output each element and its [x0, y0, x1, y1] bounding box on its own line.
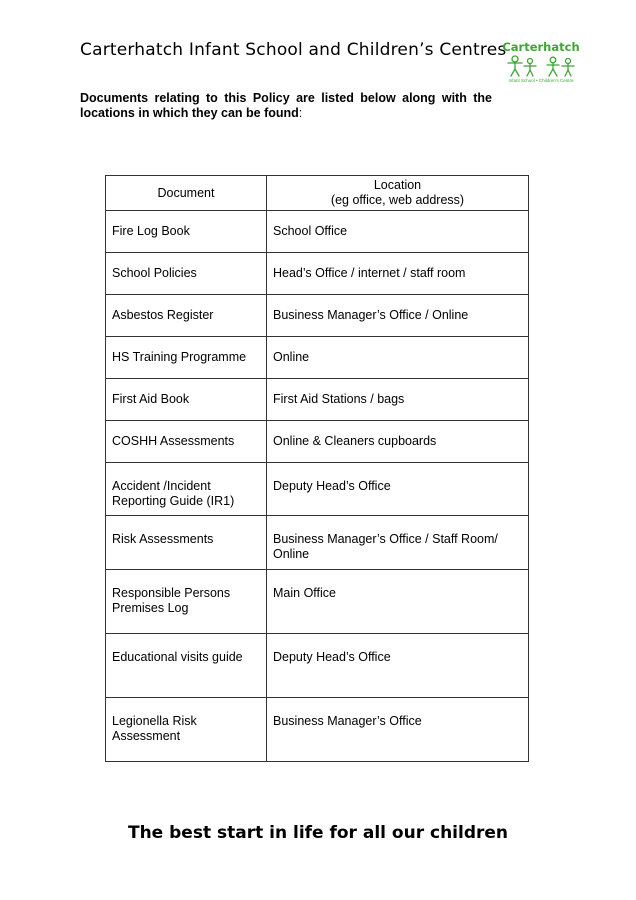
table-row: [106, 253, 529, 295]
documents-table: [105, 175, 529, 762]
location-cell: First Aid Stations / bags: [267, 379, 529, 421]
document-cell: First Aid Book: [106, 379, 267, 421]
location-cell: Business Manager’s Office / Online: [267, 295, 529, 337]
location-cell: Business Manager’s Office: [267, 698, 529, 762]
location-cell: Deputy Head’s Office: [267, 463, 529, 516]
table-row: [106, 421, 529, 463]
document-cell: Risk Assessments: [106, 516, 267, 570]
location-cell: Main Office: [267, 570, 529, 634]
document-cell: Fire Log Book: [106, 211, 267, 253]
location-cell: Online: [267, 337, 529, 379]
location-cell: Deputy Head’s Office: [267, 634, 529, 698]
header-location-line1: Location: [373, 178, 422, 192]
table-row: [106, 698, 529, 762]
intro-text: Documents relating to this Policy are listed below along with the locations in which they can be found: [80, 91, 492, 120]
logo-title: Carterhatch: [502, 40, 580, 54]
location-cell: Online & Cleaners cupboards: [267, 421, 529, 463]
location-cell: Head’s Office / internet / staff room: [267, 253, 529, 295]
table-row: [106, 570, 529, 634]
table-row: [106, 379, 529, 421]
location-cell: School Office: [267, 211, 529, 253]
footer-motto: The best start in life for all our children: [127, 823, 509, 843]
children-figures-icon: [503, 54, 579, 78]
table-row: [106, 211, 529, 253]
location-cell: Business Manager’s Office / Staff Room/ Online: [267, 516, 529, 570]
table-row: [106, 295, 529, 337]
school-name-heading: Carterhatch Infant School and Children’s Centres: [80, 40, 507, 60]
document-cell: Asbestos Register: [106, 295, 267, 337]
header-location-line2: (eg office, web address): [330, 193, 465, 207]
school-logo: [500, 40, 582, 90]
table-row: [106, 634, 529, 698]
document-cell: School Policies: [106, 253, 267, 295]
table-header-row: [106, 176, 529, 211]
document-cell: Educational visits guide: [106, 634, 267, 698]
document-cell: Accident /Incident Reporting Guide (IR1): [106, 463, 267, 516]
intro-paragraph: [80, 91, 492, 121]
document-cell: COSHH Assessments: [106, 421, 267, 463]
table-row: [106, 337, 529, 379]
document-cell: Legionella Risk Assessment: [106, 698, 267, 762]
intro-colon: :: [298, 106, 303, 120]
table-row: [106, 463, 529, 516]
document-cell: Responsible Persons Premises Log: [106, 570, 267, 634]
document-cell: HS Training Programme: [106, 337, 267, 379]
header-location: [267, 176, 529, 211]
table-row: [106, 516, 529, 570]
header-document: Document: [106, 176, 267, 211]
logo-subtitle: Infant School • Children's Centre: [508, 78, 574, 83]
